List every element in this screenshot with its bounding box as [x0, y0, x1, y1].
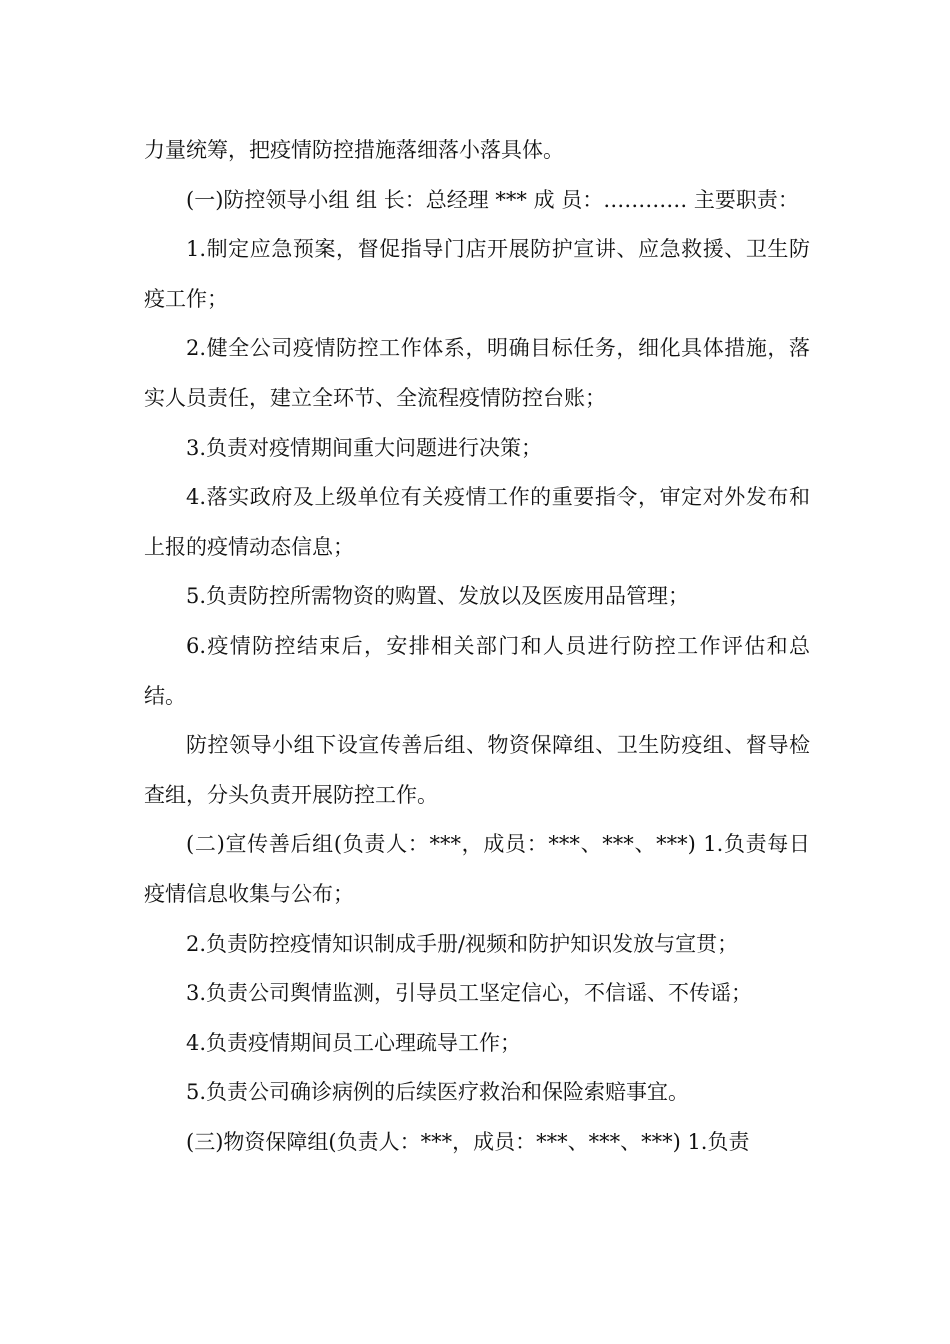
paragraph-leadership-group: (一)防控领导小组 组 长：总经理 *** 成 员：………… 主要职责： [186, 187, 799, 212]
paragraph-publicity-duty-4: 4.负责疫情期间员工心理疏导工作； [186, 1030, 522, 1055]
paragraph-duty-2: 2.健全公司疫情防控工作体系，明确目标任务，细化具体措施，落实人员责任，建立全环节、全流程疫情防控台账； [144, 336, 810, 410]
paragraph-duty-1: 1.制定应急预案，督促指导门店开展防护宣讲、应急救援、卫生防疫工作； [144, 237, 810, 311]
paragraph-continuation: 力量统筹，把疫情防控措施落细落小落具体。 [144, 138, 564, 162]
paragraph-publicity-duty-5: 5.负责公司确诊病例的后续医疗救治和保险索赔事宜。 [186, 1080, 690, 1105]
paragraph-duty-4: 4.落实政府及上级单位有关疫情工作的重要指令，审定对外发布和上报的疫情动态信息； [144, 485, 810, 559]
paragraph-publicity-duty-3: 3.负责公司舆情监测，引导员工坚定信心，不信谣、不传谣； [186, 981, 753, 1006]
paragraph-subgroups: 防控领导小组下设宣传善后组、物资保障组、卫生防疫组、督导检查组，分头负责开展防控工作。 [144, 733, 810, 807]
paragraph-duty-5: 5.负责防控所需物资的购置、发放以及医废用品管理； [186, 584, 690, 609]
paragraph-publicity-group: (二)宣传善后组(负责人：***，成员：***、***、***) 1.负责每日疫情信息收集与公布； [144, 832, 810, 906]
paragraph-supply-group: (三)物资保障组(负责人：***，成员：***、***、***) 1.负责 [186, 1129, 750, 1154]
paragraph-publicity-duty-2: 2.负责防控疫情知识制成手册/视频和防护知识发放与宣贯； [186, 931, 739, 956]
document-body [144, 126, 810, 1167]
paragraph-duty-6: 6.疫情防控结束后，安排相关部门和人员进行防控工作评估和总结。 [144, 633, 810, 708]
paragraph-duty-3: 3.负责对疫情期间重大问题进行决策； [186, 435, 543, 460]
